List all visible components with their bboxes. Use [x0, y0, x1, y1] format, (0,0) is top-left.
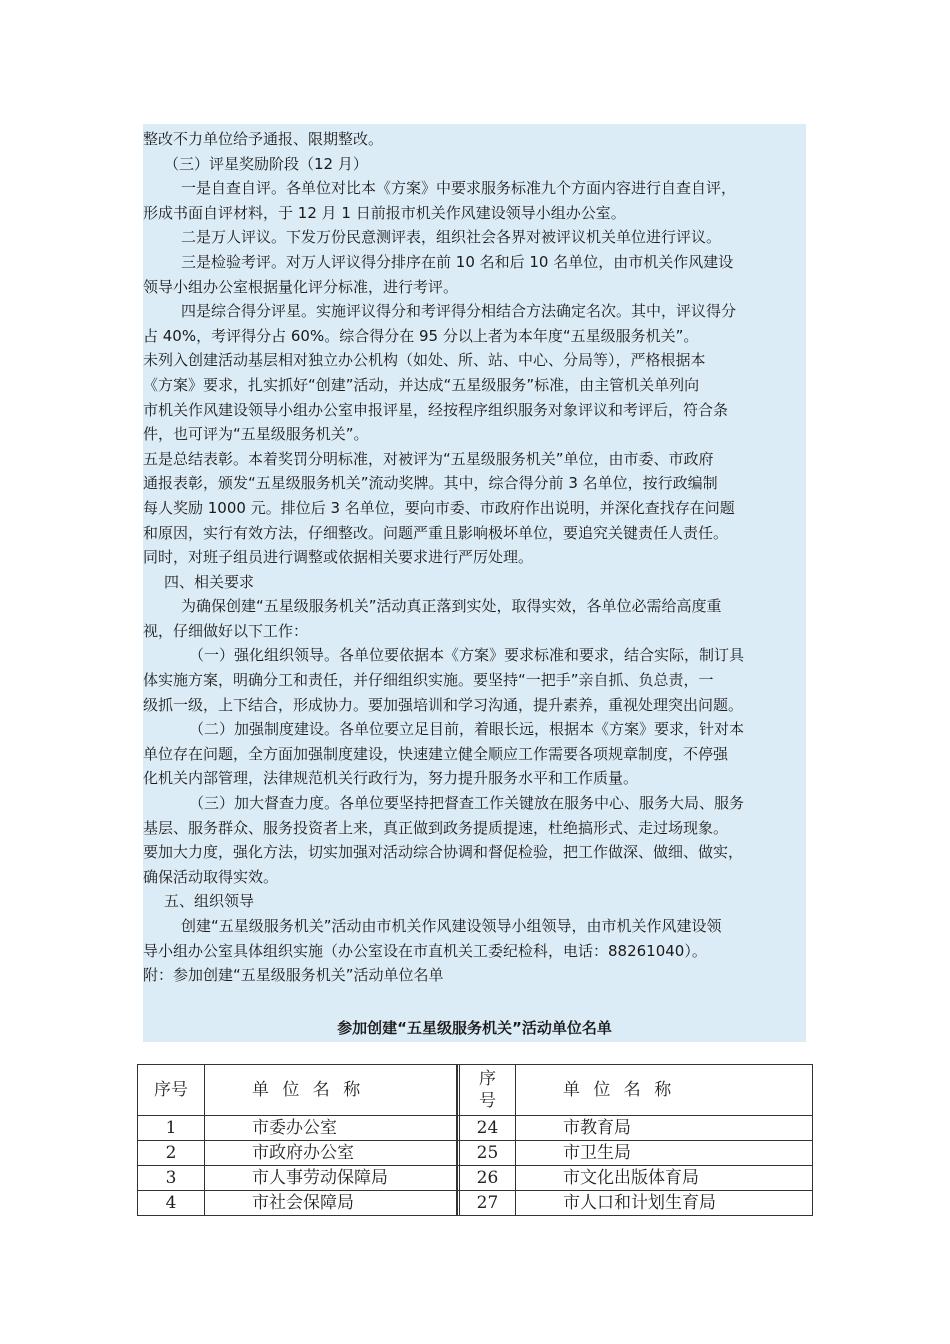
text-line: 四、相关要求	[164, 572, 255, 591]
header-index-2	[460, 1065, 516, 1116]
text-line: 创建“五星级服务机关”活动由市机关作风建设领导小组领导，由市机关作风建设领	[181, 917, 722, 935]
row-unit-name-2: 市文化出版体育局	[516, 1166, 813, 1191]
text-line: 件，也可评为“五星级服务机关”。	[143, 425, 369, 444]
text-line: 市机关作风建设领导小组办公室申报评星，经按程序组织服务对象评议和考评后，符合条	[143, 400, 729, 419]
text-line: 视，仔细做好以下工作：	[143, 621, 309, 640]
row-index-2: 25	[460, 1141, 516, 1166]
text-line: 要加大力度，强化方法，切实加强对活动综合协调和督促检验，把工作做深、做细、做实，	[143, 843, 744, 862]
text-line: 五、组织领导	[164, 892, 255, 911]
table-row	[138, 1166, 813, 1191]
unit-list-table	[137, 1064, 813, 1216]
text-line: 附：参加创建“五星级服务机关”活动单位名单	[143, 966, 444, 985]
text-line: 整改不力单位给予通报、限期整改。	[143, 130, 384, 148]
text-line: 同时，对班子组员进行调整或依据相关要求进行严厉处理。	[143, 548, 534, 567]
row-unit-name-2: 市人口和计划生育局	[516, 1191, 813, 1216]
text-line: 级抓一级，上下结合，形成协力。要加强培训和学习沟通，提升素养，重视处理突出问题。	[143, 695, 744, 714]
text-line: （二）加强制度建设。各单位要立足目前，着眼长远，根据本《方案》要求，针对本	[189, 720, 745, 739]
text-line: 领导小组办公室根据量化评分标准，进行考评。	[143, 277, 459, 296]
text-line: 单位存在问题，全方面加强制度建设，快速建立健全顺应工作需要各项规章制度，不停强	[143, 744, 729, 763]
text-line: 化机关内部管理，法律规范机关行政行为，努力提升服务水平和工作质量。	[143, 769, 639, 788]
text-line: 每人奖励 1000 元。排位后 3 名单位，要向市委、市政府作出说明，并深化查找存在问题	[143, 498, 735, 517]
text-line: 《方案》要求，扎实抓好“创建”活动，并达成“五星级服务”标准，由主管机关单列向	[143, 375, 700, 394]
text-line: 一是自查自评。各单位对比本《方案》中要求服务标准九个方面内容进行自查自评，	[181, 179, 737, 198]
row-unit-name-2: 市教育局	[516, 1116, 813, 1141]
text-line: 导小组办公室具体组织实施（办公室设在市直机关工委纪检科，电话：88261040）。	[143, 941, 707, 960]
body-text	[143, 127, 808, 988]
text-line: 和原因，实行有效方法，仔细整改。问题严重且影响极坏单位，要追究关键责任人责任。	[143, 523, 729, 542]
row-unit-name: 市政府办公室	[205, 1141, 458, 1166]
row-index-2: 24	[460, 1116, 516, 1141]
header-unit-name: 单 位 名 称	[205, 1065, 458, 1116]
text-line: 未列入创建活动基层相对独立办公机构（如处、所、站、中心、分局等），严格根据本	[143, 351, 706, 370]
text-line: 二是万人评议。下发万份民意测评表，组织社会各界对被评议机关单位进行评议。	[181, 228, 722, 247]
header-index-2-text: 序 号	[479, 1069, 496, 1111]
row-unit-name-2: 市卫生局	[516, 1141, 813, 1166]
row-index-2: 26	[460, 1166, 516, 1191]
table-row	[138, 1116, 813, 1141]
text-line: 基层、服务群众、服务投资者上来，真正做到政务提质提速，杜绝搞形式、走过场现象。	[143, 818, 729, 837]
text-line: 通报表彰，颁发“五星级服务机关”流动奖牌。其中，综合得分前 3 名单位，按行政编制	[143, 474, 718, 493]
header-unit-name-2: 单 位 名 称	[516, 1065, 813, 1116]
row-index-2: 27	[460, 1191, 516, 1216]
row-unit-name: 市委办公室	[205, 1116, 458, 1141]
text-line: 确保活动取得实效。	[143, 867, 279, 886]
header-index: 序号	[138, 1065, 205, 1116]
text-line: 五是总结表彰。本着奖罚分明标准，对被评为“五星级服务机关”单位，由市委、市政府	[143, 449, 714, 468]
text-line: 为确保创建“五星级服务机关”活动真正落到实处，取得实效，各单位必需给高度重	[181, 597, 722, 616]
row-index: 3	[138, 1166, 205, 1191]
text-line: 三是检验考评。对万人评议得分排序在前 10 名和后 10 名单位，由市机关作风建设	[181, 252, 734, 271]
text-line: 形成书面自评材料，于 12 月 1 日前报市机关作风建设领导小组办公室。	[143, 203, 626, 222]
row-unit-name: 市人事劳动保障局	[205, 1166, 458, 1191]
text-line: 四是综合得分评星。实施评议得分和考评得分相结合方法确定名次。其中，评议得分	[181, 302, 737, 321]
text-line: （三）加大督查力度。各单位要坚持把督查工作关键放在服务中心、服务大局、服务	[189, 794, 745, 813]
row-unit-name: 市社会保障局	[205, 1191, 458, 1216]
row-index: 2	[138, 1141, 205, 1166]
text-line: 体实施方案，明确分工和责任，并仔细组织实施。要坚持“一把手”亲自抓、负总责，一	[143, 671, 714, 690]
table-title: 参加创建“五星级服务机关”活动单位名单	[337, 1019, 612, 1037]
table-row	[138, 1191, 813, 1216]
text-line: （一）强化组织领导。各单位要依据本《方案》要求标准和要求，结合实际，制订具	[189, 646, 745, 665]
text-line: （三）评星奖励阶段（12 月）	[164, 154, 368, 173]
row-index: 4	[138, 1191, 205, 1216]
table-header-row	[138, 1065, 813, 1116]
row-index: 1	[138, 1116, 205, 1141]
table-row	[138, 1141, 813, 1166]
text-line: 占 40%，考评得分占 60%。综合得分在 95 分以上者为本年度“五星级服务机关”。	[143, 326, 699, 345]
